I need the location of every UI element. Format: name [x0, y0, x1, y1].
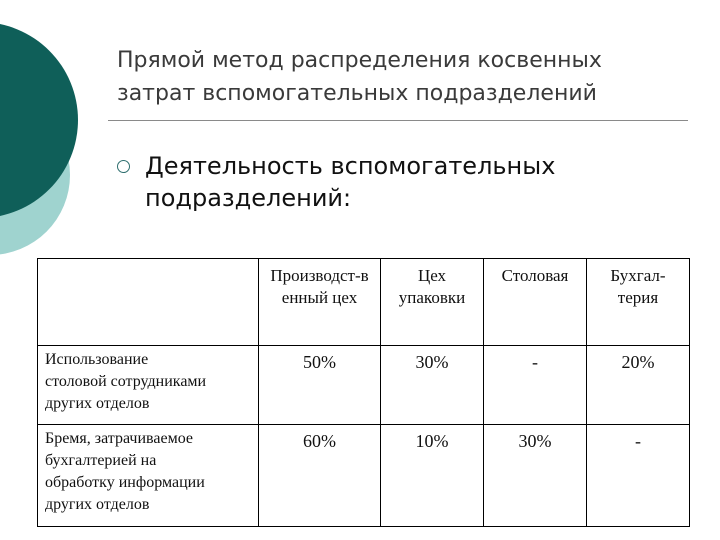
table-cell: -: [587, 425, 690, 527]
table-row: [38, 346, 690, 425]
title-line-1: Прямой метод распределения косвенных: [117, 48, 602, 73]
allocation-table: [37, 258, 690, 527]
table-header-cell: Столовая: [484, 259, 587, 346]
table-row: [38, 425, 690, 527]
table-header-cell: Производст-в енный цех: [259, 259, 381, 346]
table-header-cell: Бухгал- терия: [587, 259, 690, 346]
table-cell: 60%: [259, 425, 381, 527]
table-header-row: [38, 259, 690, 346]
table-cell: 20%: [587, 346, 690, 425]
row-label: Бремя, затрачиваемое бухгалтерией на обработку информации других отделов: [38, 425, 259, 527]
row-label: Использование столовой сотрудниками других отделов: [38, 346, 259, 425]
bullet-text: [145, 150, 685, 214]
table-cell: 10%: [381, 425, 484, 527]
bullet-line-1: Деятельность вспомогательных: [145, 152, 556, 180]
table-header-cell: Цех упаковки: [381, 259, 484, 346]
title-divider: [108, 120, 688, 121]
table-cell: 50%: [259, 346, 381, 425]
hollow-circle-bullet-icon: [117, 160, 130, 173]
table-cell: -: [484, 346, 587, 425]
slide-title: [117, 44, 687, 110]
table-cell: 30%: [484, 425, 587, 527]
title-line-2: затрат вспомогательных подразделений: [117, 81, 597, 106]
table-cell: 30%: [381, 346, 484, 425]
table-corner-cell: [38, 259, 259, 346]
bullet-line-2: подразделений:: [145, 184, 352, 212]
